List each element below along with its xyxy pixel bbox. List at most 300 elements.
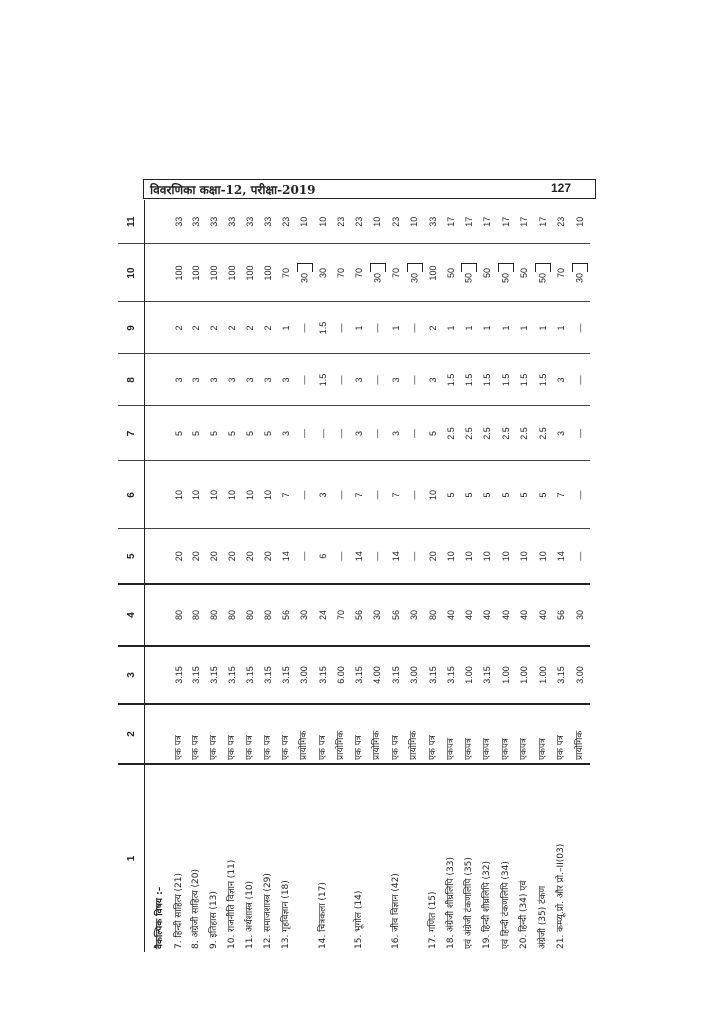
duration-cell [571, 646, 590, 704]
col9-cell [277, 302, 295, 354]
theory-marks-cell [332, 584, 350, 646]
duration-cell [368, 646, 387, 704]
col5-cell [571, 529, 590, 584]
duration-cell-text: 3.15 [245, 666, 256, 684]
paper-type-cell [188, 704, 206, 764]
theory-marks-cell [479, 584, 497, 646]
total-marks-cell-text: 30 [409, 273, 419, 284]
col8-cell [277, 354, 295, 406]
col9-cell-text: 1 [556, 325, 567, 331]
duration-cell [553, 646, 571, 704]
col8-cell-text: 3 [245, 377, 256, 383]
duration-cell [387, 646, 405, 704]
col5-cell [479, 529, 497, 584]
paper-type-cell-text: प्रायोगिक [574, 730, 585, 760]
total-marks-cell [242, 244, 260, 302]
duration-cell-text: 3.15 [482, 666, 493, 684]
page-number: 127 [550, 181, 571, 195]
col6-cell [424, 461, 442, 529]
theory-marks-cell-text: 40 [482, 610, 493, 621]
duration-cell [224, 646, 242, 704]
col5-cell [516, 529, 534, 584]
col6-cell-text: 10 [245, 490, 256, 501]
paper-type-cell [332, 704, 350, 764]
table-row [442, 200, 460, 952]
col6-cell [405, 461, 424, 529]
col6-cell-text: 10 [427, 490, 438, 501]
col5-cell-text: 20 [263, 551, 274, 562]
paper-type-cell [206, 704, 224, 764]
col9-cell [350, 302, 368, 354]
col9-cell [442, 302, 460, 354]
paper-type-cell-text: प्रायोगिक [335, 730, 346, 760]
col-number: 3 [118, 646, 145, 704]
col7-cell [295, 406, 314, 461]
col8-cell [206, 354, 224, 406]
paper-type-cell [516, 704, 534, 764]
section-title-row [145, 200, 171, 952]
duration-cell [405, 646, 424, 704]
table-row [332, 200, 350, 952]
col6-cell [206, 461, 224, 529]
paper-type-cell [387, 704, 405, 764]
col8-cell [170, 354, 188, 406]
col9-cell-text: 2 [245, 325, 256, 331]
duration-cell [206, 646, 224, 704]
theory-marks-cell-text: 30 [409, 610, 420, 621]
pass-marks-cell [314, 200, 332, 244]
pass-marks-cell [534, 200, 553, 244]
col5-cell-text: 10 [519, 551, 530, 562]
subject-cell [534, 764, 553, 952]
col7-cell-text: 5 [191, 431, 202, 437]
duration-cell-text: 3.15 [427, 666, 438, 684]
col-number: 1 [118, 764, 145, 952]
col7-cell [170, 406, 188, 461]
col7-cell [260, 406, 278, 461]
col7-cell [350, 406, 368, 461]
pass-marks-cell-text: 17 [445, 216, 456, 227]
total-marks-cell [314, 244, 332, 302]
total-marks-cell-text: 50 [463, 273, 474, 284]
col6-cell [260, 461, 278, 529]
theory-marks-cell [224, 584, 242, 646]
col9-cell-text: — [299, 323, 310, 333]
subject-cell-text: एवं हिन्दी टंकणलिपि (34) [500, 861, 511, 949]
col6-cell [442, 461, 460, 529]
col5-cell-text: 6 [317, 553, 328, 559]
table-row [534, 200, 553, 952]
col6-cell [188, 461, 206, 529]
pass-marks-cell-text: 23 [280, 216, 291, 227]
col7-cell [206, 406, 224, 461]
paper-type-cell-text: एकपत्र [537, 738, 548, 760]
col6-cell-text: 5 [445, 492, 456, 498]
total-marks-cell-text: 30 [317, 268, 328, 279]
paper-type-cell [405, 704, 424, 764]
theory-marks-cell [553, 584, 571, 646]
total-marks-cell [553, 244, 571, 302]
total-marks-cell [170, 244, 188, 302]
duration-cell [277, 646, 295, 704]
subject-cell [277, 764, 295, 952]
total-marks-cell [332, 244, 350, 302]
col7-cell [424, 406, 442, 461]
col5-cell [442, 529, 460, 584]
duration-cell [460, 646, 479, 704]
theory-marks-cell-text: 56 [390, 610, 401, 621]
paper-type-cell-text: एक पत्र [317, 735, 328, 760]
col9-cell-text: 2 [191, 325, 202, 331]
paper-type-cell [350, 704, 368, 764]
paper-type-cell-text: एक पत्र [191, 735, 202, 760]
col6-cell [460, 461, 479, 529]
col8-cell-text: 1.5 [317, 373, 328, 387]
subject-cell-text: 10. राजनीति विज्ञान (11) [227, 859, 238, 949]
paper-type-cell-text: एक पत्र [209, 735, 220, 760]
theory-marks-cell [188, 584, 206, 646]
total-marks-cell-text: 70 [280, 268, 291, 279]
duration-cell-text: 3.15 [445, 666, 456, 684]
col8-cell-text: 1.5 [500, 373, 511, 387]
col8-cell-text: 1.5 [482, 373, 493, 387]
table-row [497, 200, 516, 952]
theory-marks-cell-text: 30 [372, 610, 383, 621]
duration-cell-text: 1.00 [500, 666, 511, 684]
col6-cell [350, 461, 368, 529]
subject-cell [242, 764, 260, 952]
duration-cell [260, 646, 278, 704]
paper-type-cell [460, 704, 479, 764]
duration-cell-text: 3.00 [299, 666, 310, 684]
pass-marks-cell [188, 200, 206, 244]
subject-cell-text: 15. भूगोल (14) [353, 890, 364, 949]
paper-type-cell-text: एक पत्र [263, 735, 274, 760]
subject-cell [516, 764, 534, 952]
col8-cell-text: 3 [556, 377, 567, 383]
col6-cell [497, 461, 516, 529]
pass-marks-cell [497, 200, 516, 244]
col9-cell [260, 302, 278, 354]
subject-cell-text: 7. हिन्दी साहित्य (21) [173, 872, 184, 949]
pass-marks-cell-text: 10 [409, 216, 420, 227]
subject-cell [170, 764, 188, 952]
theory-marks-cell-text: 80 [209, 610, 220, 621]
pass-marks-cell-text: 33 [427, 216, 438, 227]
col5-cell [405, 529, 424, 584]
subject-cell [442, 764, 460, 952]
total-marks-cell-text: 70 [390, 268, 401, 279]
subject-cell-text: 13. गृहविज्ञान (18) [280, 880, 291, 949]
col8-cell-text: — [409, 375, 420, 385]
pass-marks-cell [277, 200, 295, 244]
theory-marks-cell [314, 584, 332, 646]
pass-marks-cell [260, 200, 278, 244]
subject-cell-text: 9. इतिहास (13) [209, 891, 220, 949]
duration-cell-text: 3.15 [227, 666, 238, 684]
total-marks-cell [405, 244, 424, 302]
duration-cell-text: 3.15 [353, 666, 364, 684]
total-marks-cell [571, 244, 590, 302]
duration-cell [332, 646, 350, 704]
col9-cell-text: 2 [427, 325, 438, 331]
col8-cell [332, 354, 350, 406]
col5-cell-text: — [372, 551, 383, 561]
pass-marks-cell-text: 23 [556, 216, 567, 227]
col5-cell [387, 529, 405, 584]
theory-marks-cell [170, 584, 188, 646]
duration-cell-text: 1.00 [537, 666, 548, 684]
theory-marks-cell [424, 584, 442, 646]
col5-cell-text: 20 [209, 551, 220, 562]
col8-cell-text: 1.5 [519, 373, 530, 387]
total-marks-cell-text: 50 [482, 268, 493, 279]
table-row [387, 200, 405, 952]
theory-marks-cell [368, 584, 387, 646]
theory-marks-cell [571, 584, 590, 646]
col8-cell-text: 1.5 [463, 373, 474, 387]
col5-cell-text: 10 [463, 551, 474, 562]
total-marks-cell-text: 30 [299, 273, 310, 284]
col5-cell [224, 529, 242, 584]
theory-marks-cell-text: 40 [500, 610, 511, 621]
paper-type-cell-text: एक पत्र [173, 735, 184, 760]
col7-cell-text: 2.5 [537, 427, 548, 440]
subject-cell [206, 764, 224, 952]
pass-marks-cell-text: 23 [390, 216, 401, 227]
total-marks-cell [424, 244, 442, 302]
col9-cell-text: 2 [209, 325, 220, 331]
pass-marks-cell [224, 200, 242, 244]
pass-marks-cell [242, 200, 260, 244]
col9-cell-text: 2 [173, 325, 184, 331]
col6-cell-text: — [299, 490, 310, 500]
col-number: 11 [118, 200, 145, 244]
col9-cell-text: 2 [227, 325, 238, 331]
col5-cell [295, 529, 314, 584]
paper-type-cell-text: एकपत्र [519, 738, 530, 760]
duration-cell-text: 4.00 [372, 666, 383, 684]
col7-cell [387, 406, 405, 461]
col7-cell-text: 5 [209, 431, 220, 437]
col6-cell-text: 10 [227, 490, 238, 501]
col7-cell-text: 3 [280, 431, 291, 437]
col5-cell-text: — [574, 551, 585, 561]
col8-cell-text: 1.5 [445, 373, 456, 387]
col9-cell-text: 1 [482, 325, 493, 331]
col-number: 9 [118, 302, 145, 354]
total-marks-cell-text: 100 [263, 265, 274, 281]
theory-marks-cell [242, 584, 260, 646]
bracket-mark [572, 263, 588, 272]
col8-cell [368, 354, 387, 406]
duration-cell [188, 646, 206, 704]
col6-cell-text: 7 [390, 492, 401, 498]
marks-table [118, 200, 590, 952]
duration-cell-text: 3.00 [409, 666, 420, 684]
table-row [188, 200, 206, 952]
col8-cell [460, 354, 479, 406]
col5-cell-text: 20 [427, 551, 438, 562]
theory-marks-cell [516, 584, 534, 646]
col5-cell [534, 529, 553, 584]
pass-marks-cell-text: 33 [263, 216, 274, 227]
pass-marks-cell-text: 17 [519, 216, 530, 227]
pass-marks-cell [170, 200, 188, 244]
col7-cell-text: 3 [390, 431, 401, 437]
duration-cell-text: 3.15 [209, 666, 220, 684]
col9-cell [170, 302, 188, 354]
col9-cell-text: 1 [353, 325, 364, 331]
section-title: वैकल्पिक विषय :– [145, 764, 171, 952]
col9-cell [224, 302, 242, 354]
theory-marks-cell-text: 40 [463, 610, 474, 621]
total-marks-cell-text: 100 [209, 265, 220, 281]
col-number: 7 [118, 406, 145, 461]
col7-cell [571, 406, 590, 461]
col5-cell-text: — [409, 551, 420, 561]
col8-cell-text: 3 [263, 377, 274, 383]
col5-cell-text: 10 [445, 551, 456, 562]
col7-cell-text: — [372, 429, 383, 438]
col6-cell [479, 461, 497, 529]
col8-cell [405, 354, 424, 406]
table-row [206, 200, 224, 952]
paper-type-cell-text: एक पत्र [227, 735, 238, 760]
col8-cell-text: — [574, 375, 585, 385]
col7-cell-text: 2.5 [500, 427, 511, 440]
subject-cell-text: 14. चित्रकला (17) [317, 882, 328, 949]
total-marks-cell-text: 70 [335, 268, 346, 279]
pass-marks-cell-text: 10 [299, 216, 310, 227]
col9-cell [332, 302, 350, 354]
pass-marks-cell [460, 200, 479, 244]
theory-marks-cell-text: 80 [191, 610, 202, 621]
col6-cell [332, 461, 350, 529]
col9-cell-text: 2 [263, 325, 274, 331]
col8-cell [516, 354, 534, 406]
bracket-mark [297, 263, 313, 272]
pass-marks-cell [405, 200, 424, 244]
total-marks-cell-text: 100 [427, 265, 438, 281]
col5-cell-text: 20 [227, 551, 238, 562]
col7-cell [534, 406, 553, 461]
table-row [170, 200, 188, 952]
col5-cell [424, 529, 442, 584]
col8-cell-text: — [299, 375, 310, 385]
pass-marks-cell [442, 200, 460, 244]
col6-cell-text: — [574, 490, 585, 500]
total-marks-cell [534, 244, 553, 302]
duration-cell [242, 646, 260, 704]
col8-cell [442, 354, 460, 406]
col9-cell [368, 302, 387, 354]
total-marks-cell-text: 30 [574, 273, 585, 284]
col8-cell [553, 354, 571, 406]
col9-cell-text: 1 [463, 325, 474, 331]
duration-cell-text: 3.15 [317, 666, 328, 684]
pass-marks-cell [350, 200, 368, 244]
col5-cell-text: — [299, 551, 310, 561]
total-marks-cell-text: 50 [445, 268, 456, 279]
col-number: 8 [118, 354, 145, 406]
col7-cell [553, 406, 571, 461]
subject-cell-text: अंग्रेजी (35) टंकण [537, 885, 548, 949]
col8-cell [497, 354, 516, 406]
col8-cell [260, 354, 278, 406]
paper-type-cell [553, 704, 571, 764]
pass-marks-cell [516, 200, 534, 244]
theory-marks-cell-text: 80 [427, 610, 438, 621]
paper-type-cell-text: प्रायोगिक [372, 730, 383, 760]
duration-cell-text: 3.15 [191, 666, 202, 684]
pass-marks-cell-text: 10 [372, 216, 383, 227]
col9-cell [479, 302, 497, 354]
col6-cell-text: 7 [353, 492, 364, 498]
subject-cell-text: 21. कम्प्यू.प्रो. और प्रो.–II(03) [556, 843, 567, 949]
theory-marks-cell-text: 30 [574, 610, 585, 621]
col9-cell-text: — [409, 323, 420, 333]
paper-type-cell-text: एक पत्र [427, 735, 438, 760]
col7-cell-text: 3 [353, 431, 364, 437]
total-marks-cell [479, 244, 497, 302]
theory-marks-cell [277, 584, 295, 646]
col8-cell-text: 3 [227, 377, 238, 383]
col8-cell [314, 354, 332, 406]
bracket-mark [535, 263, 551, 272]
total-marks-cell-text: 100 [245, 265, 256, 281]
subject-cell-text: एवं अंग्रेजी टंकणलिपि (35) [463, 857, 474, 949]
col9-cell [242, 302, 260, 354]
pass-marks-cell-text: 17 [500, 216, 511, 227]
col5-cell [314, 529, 332, 584]
table-row [460, 200, 479, 952]
col9-cell [497, 302, 516, 354]
total-marks-cell [260, 244, 278, 302]
col8-cell-text: 3 [191, 377, 202, 383]
theory-marks-cell-text: 80 [263, 610, 274, 621]
pass-marks-cell [424, 200, 442, 244]
col9-cell-text: 1 [519, 325, 530, 331]
col9-cell-text: 1 [280, 325, 291, 331]
col9-cell [553, 302, 571, 354]
paper-type-cell [534, 704, 553, 764]
pass-marks-cell-text: 33 [245, 216, 256, 227]
duration-cell-text: 1.00 [519, 666, 530, 684]
col8-cell [350, 354, 368, 406]
col6-cell-text: — [335, 490, 346, 500]
col9-cell-text: 1 [537, 325, 548, 331]
pass-marks-cell [368, 200, 387, 244]
col7-cell-text: — [299, 429, 310, 438]
col7-cell-text: 5 [173, 431, 184, 437]
col7-cell-text: 2.5 [519, 427, 530, 440]
col7-cell-text: 2.5 [445, 427, 456, 440]
col5-cell [460, 529, 479, 584]
subject-cell [188, 764, 206, 952]
col7-cell [277, 406, 295, 461]
col9-cell-text: — [372, 323, 383, 333]
subject-cell [260, 764, 278, 952]
col5-cell-text: 20 [245, 551, 256, 562]
col-number: 4 [118, 584, 145, 646]
subject-cell [332, 764, 350, 952]
paper-type-cell-text: एक पत्र [390, 735, 401, 760]
col5-cell [332, 529, 350, 584]
col5-cell [277, 529, 295, 584]
col7-cell [497, 406, 516, 461]
col5-cell [497, 529, 516, 584]
